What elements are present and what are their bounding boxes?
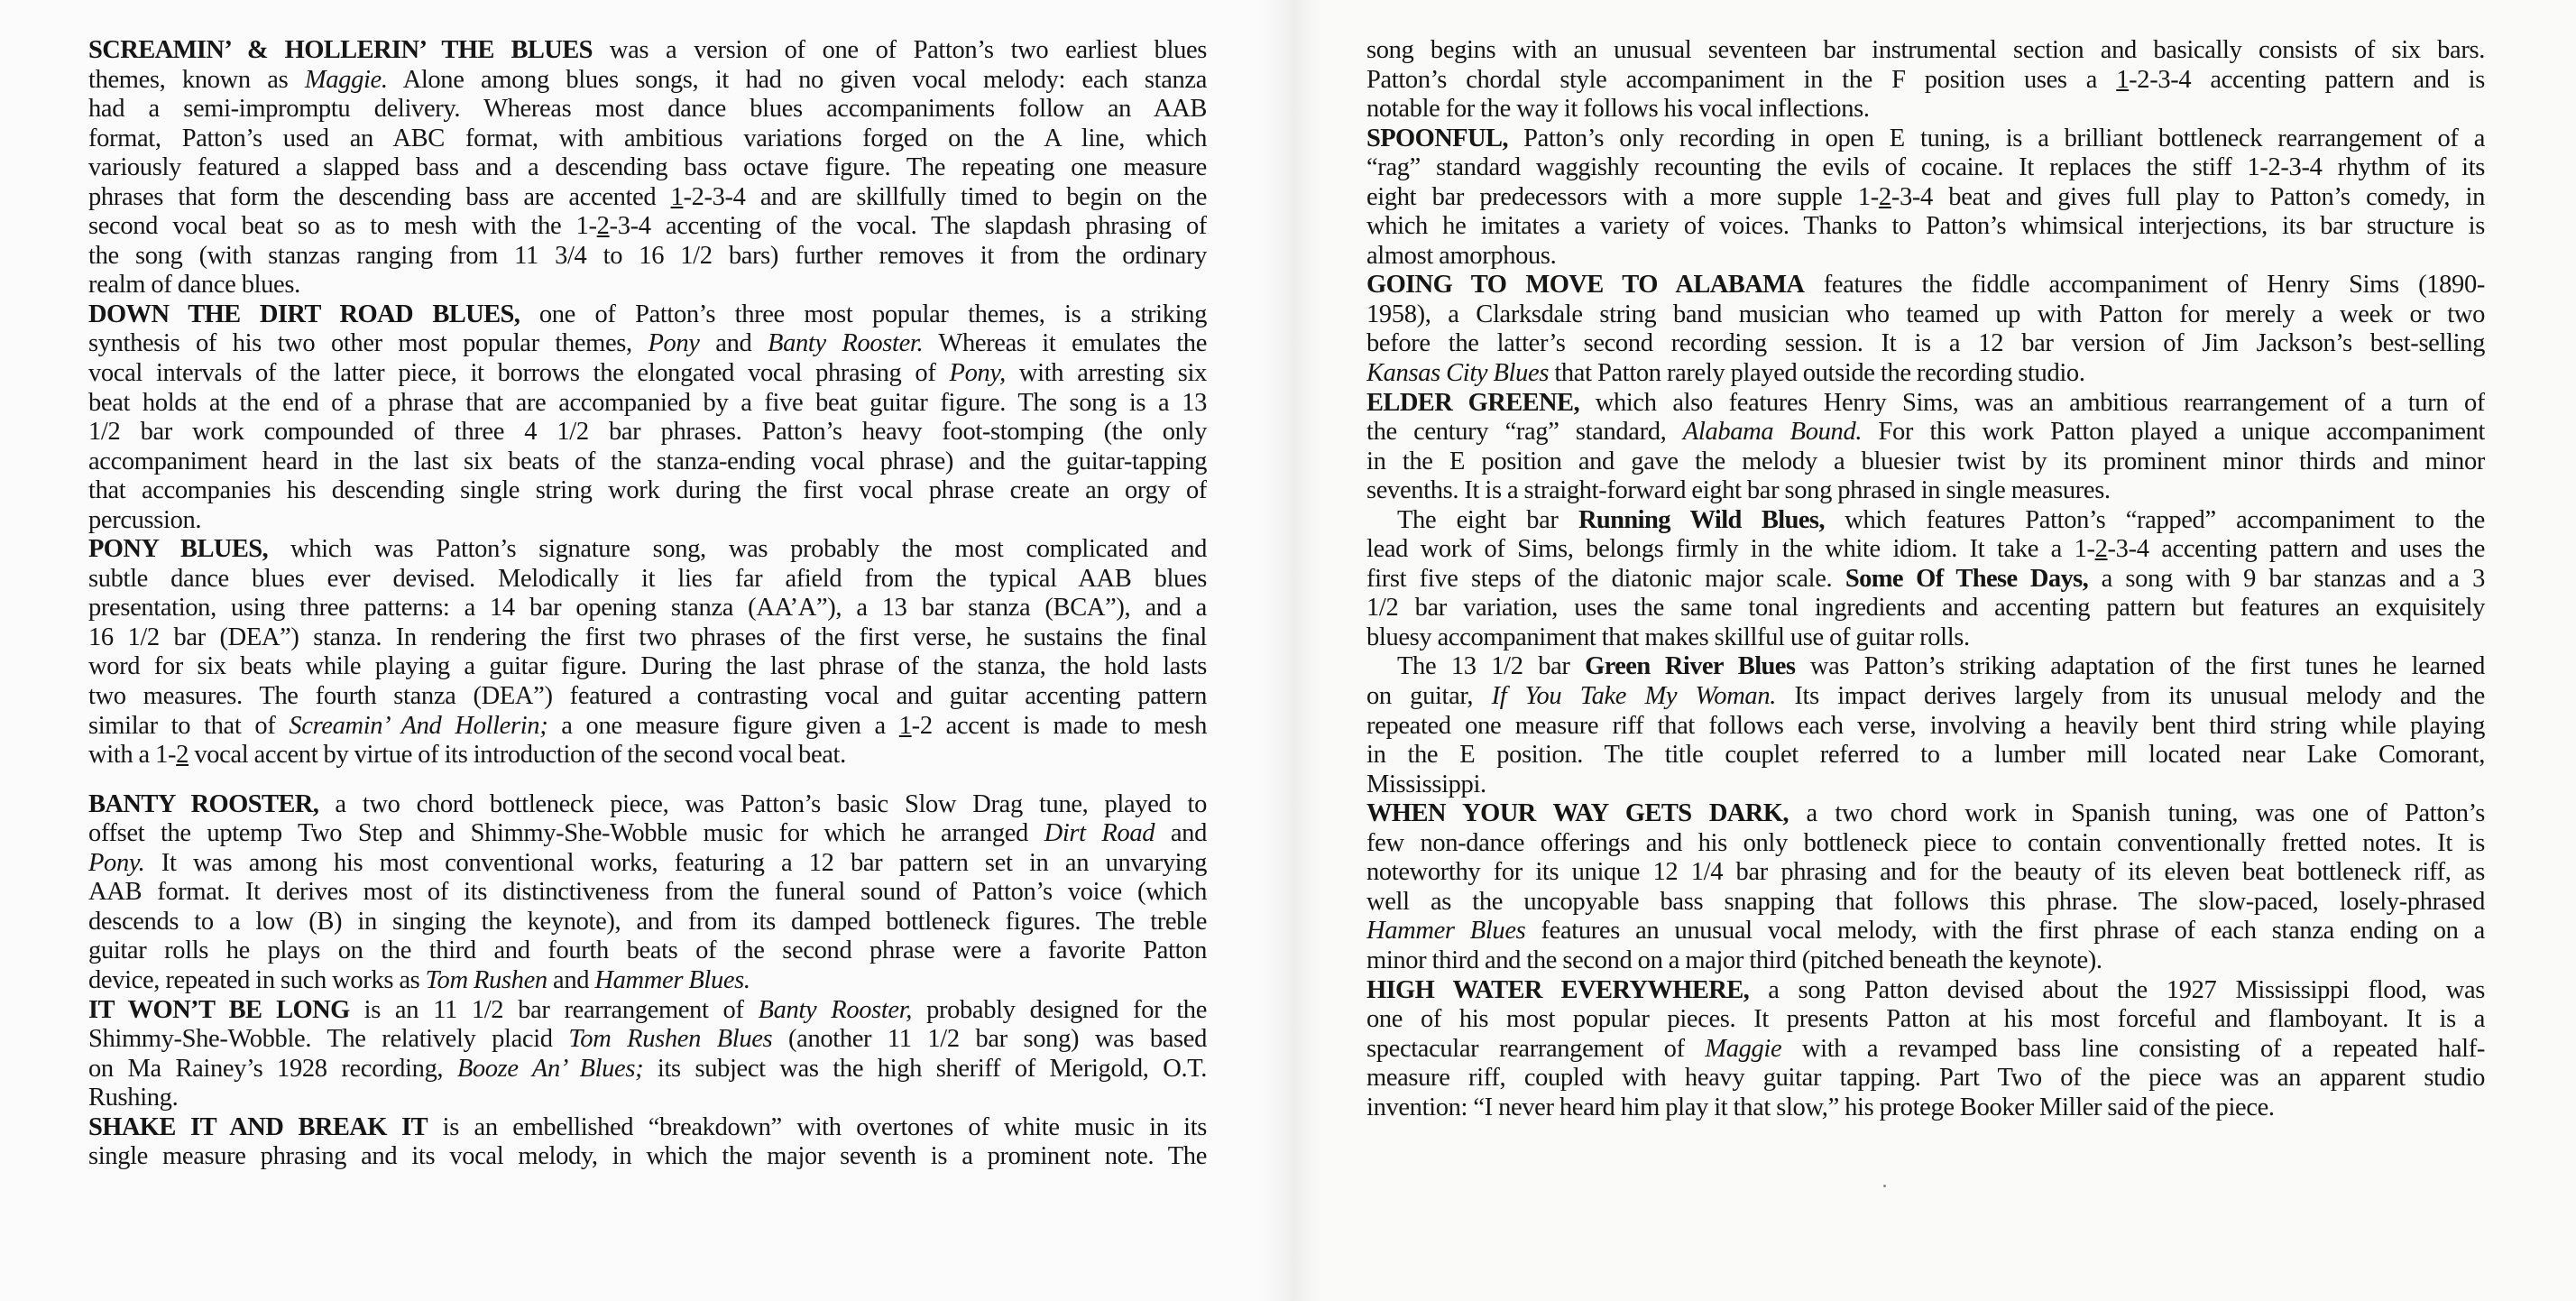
text-line: [88, 937, 1207, 966]
text-line: [1366, 799, 2485, 829]
text-line: [88, 712, 1207, 742]
text-line: [1366, 300, 2485, 330]
text-run: which features Patton’s “rapped” accompaniment to the: [1824, 505, 2485, 534]
text-line: [1366, 271, 2485, 300]
text-run: Its impact derives largely from its unusual melody and the: [1776, 682, 2485, 711]
text-run: a song Patton devised about the 1927 Mississippi flood, was: [1749, 975, 2485, 1004]
text-line: [88, 300, 1207, 330]
text-run: vocal accent by virtue of its introduction of the second vocal beat.: [189, 741, 846, 770]
song-title: IT WON’T BE LONG: [88, 995, 350, 1024]
text-run: format, Patton’s used an ABC format, with ambitious variations forged on the A line, which: [88, 124, 1207, 152]
text-run: minor third and the second on a major third (pitched beneath the keynote).: [1366, 946, 2102, 974]
text-run: song begins with an unusual seventeen bar instrumental section and basically consists of six bars.: [1366, 36, 2485, 64]
text-line: [88, 389, 1207, 419]
text-line: [1366, 594, 2485, 623]
text-run: -3-4 beat and gives full play to Patton’s comedy, in: [1891, 182, 2485, 211]
italic-title: Hammer Blues.: [594, 965, 750, 994]
text-line: [1366, 976, 2485, 1006]
text-run: a two chord bottleneck piece, was Patton’s basic Slow Drag tune, played to: [318, 789, 1207, 818]
text-line: [88, 506, 1207, 536]
accent-mark: 2: [2094, 535, 2108, 564]
text-run: had a semi-impromptu delivery. Whereas most dance blues accompaniments follow an AAB: [88, 95, 1207, 124]
text-line: [1366, 1093, 2485, 1123]
text-run: a song with 9 bar stanzas and a 3: [2088, 564, 2485, 593]
text-run: Rushing.: [88, 1084, 179, 1112]
text-run: in the E position. The title couplet referred to a lumber mill located near Lake Comorant,: [1366, 741, 2485, 770]
accent-mark: 1: [898, 711, 912, 740]
italic-title: Banty Rooster.: [768, 329, 924, 358]
text-line: [88, 1025, 1207, 1055]
text-run: The eight bar: [1397, 505, 1578, 534]
text-run: vocal intervals of the latter piece, it borrows the elongated vocal phrasing of: [88, 359, 950, 388]
left-text-column: [88, 36, 1207, 1172]
song-title: Green River Blues: [1585, 652, 1796, 681]
text-line: [1366, 1064, 2485, 1093]
text-run: first five steps of the diatonic major scale.: [1366, 564, 1845, 593]
text-line: [88, 652, 1207, 682]
text-run: -2-3-4 and are skillfully timed to begin on the: [683, 182, 1207, 211]
text-run: 16 1/2 bar (DEA”) stanza. In rendering the first two phrases of the first verse, he sustains the final: [88, 623, 1207, 651]
song-title: ELDER GREENE,: [1366, 388, 1579, 417]
text-run: probably designed for the: [912, 995, 1207, 1024]
text-run: measure riff, coupled with heavy guitar tapping. Part Two of the piece was an apparent studio: [1366, 1064, 2485, 1093]
text-line: [88, 183, 1207, 213]
text-run: Patton’s chordal style accompaniment in the F position uses a: [1366, 65, 2117, 94]
text-line: [1366, 682, 2485, 712]
text-line: [88, 819, 1207, 849]
text-line: [1366, 858, 2485, 888]
accent-mark: 2: [176, 741, 189, 770]
text-run: synthesis of his two other most popular themes,: [88, 329, 649, 358]
text-line: [1366, 565, 2485, 595]
text-line: [88, 271, 1207, 300]
song-title: SPOONFUL,: [1366, 124, 1508, 152]
text-line: [88, 125, 1207, 154]
text-line: [88, 908, 1207, 937]
text-line: [1366, 623, 2485, 653]
italic-title: Dirt Road: [1044, 819, 1155, 848]
italic-title: Maggie.: [304, 65, 388, 94]
text-run: offset the uptemp Two Step and Shimmy-She-Wobble music for which he arranged: [88, 819, 1044, 848]
song-title: WHEN YOUR WAY GETS DARK,: [1366, 799, 1789, 828]
text-line: [88, 1084, 1207, 1113]
text-run: few non-dance offerings and his only bottleneck piece to contain conventionally fretted notes. It is: [1366, 828, 2485, 857]
text-line: [1366, 418, 2485, 448]
text-run: variously featured a slapped bass and a descending bass octave figure. The repeating one measure: [88, 153, 1207, 182]
text-line: [1366, 712, 2485, 742]
italic-title: Maggie: [1705, 1034, 1782, 1063]
text-run: Patton’s only recording in open E tuning, is a brilliant bottleneck rearrangement of a: [1507, 124, 2485, 152]
text-run: notable for the way it follows his vocal inflections.: [1366, 95, 1870, 124]
italic-title: Pony,: [949, 359, 1006, 388]
text-run: before the latter’s second recording session. It is a 12 bar version of Jim Jackson’s best-selling: [1366, 329, 2485, 358]
text-line: [88, 623, 1207, 653]
text-run: Shimmy-She-Wobble. The relatively placid: [88, 1025, 569, 1054]
text-run: 1/2 bar variation, uses the same tonal ingredients and accenting pattern but features an exquisitely: [1366, 594, 2485, 623]
text-line: [88, 153, 1207, 183]
song-title: Running Wild Blues,: [1578, 505, 1825, 534]
text-run: lead work of Sims, belongs firmly in the white idiom. It take a 1-: [1366, 535, 2095, 564]
song-title: SCREAMIN’ & HOLLERIN’ THE BLUES: [88, 36, 593, 64]
text-run: themes, known as: [88, 65, 305, 94]
text-line: [1366, 212, 2485, 242]
text-line: [88, 476, 1207, 506]
text-line: [88, 878, 1207, 908]
text-line: [88, 565, 1207, 595]
song-title: DOWN THE DIRT ROAD BLUES,: [88, 300, 520, 328]
text-line: [1366, 535, 2485, 565]
text-line: [88, 594, 1207, 623]
text-line: [1366, 829, 2485, 859]
text-run: was a version of one of Patton’s two earliest blues: [609, 36, 1207, 64]
song-title: HIGH WATER EVERYWHERE,: [1366, 975, 1750, 1004]
text-run: The 13 1/2 bar: [1397, 652, 1586, 681]
text-line: [1366, 95, 2485, 125]
text-run: percussion.: [88, 505, 202, 534]
text-run: It was among his most conventional works, featuring a 12 bar pattern set in an unvarying: [144, 848, 1207, 877]
text-line: [88, 242, 1207, 272]
text-line: [88, 418, 1207, 448]
text-run: its subject was the high sheriff of Merigold, O.T.: [643, 1054, 1207, 1083]
text-line: [1366, 946, 2485, 976]
text-run: bluesy accompaniment that makes skillful use of guitar rolls.: [1366, 623, 1970, 651]
text-run: subtle dance blues ever devised. Melodically it lies far afield from the typical AAB blues: [88, 564, 1207, 593]
text-line: [1366, 389, 2485, 419]
text-line: [88, 95, 1207, 125]
text-run: invention: “I never heard him play it that slow,” his protege Booker Miller said of the piece.: [1366, 1093, 2275, 1121]
text-run: second vocal beat so as to mesh with the 1-: [88, 212, 597, 241]
text-run: the song (with stanzas ranging from 11 3/4 to 16 1/2 bars) further removes it from the ordinary: [88, 241, 1207, 270]
song-title: SHAKE IT AND BREAK IT: [88, 1112, 428, 1141]
text-run: one of Patton’s three most popular themes, is a striking: [520, 300, 1207, 328]
text-line: [1366, 242, 2485, 272]
text-run: (another 11 1/2 bar song) was based: [772, 1025, 1207, 1054]
text-run: spectacular rearrangement of: [1366, 1034, 1706, 1063]
text-run: almost amorphous.: [1366, 241, 1557, 270]
text-run: a two chord work in Spanish tuning, was one of Patton’s: [1788, 799, 2485, 828]
text-run: is an embellished “breakdown” with overtones of white music in its: [428, 1112, 1207, 1141]
text-run: the century “rag” standard,: [1366, 418, 1683, 447]
text-run: similar to that of: [88, 711, 290, 740]
text-run: repeated one measure riff that follows each verse, involving a heavily bent third string while playing: [1366, 711, 2485, 740]
text-line: [88, 849, 1207, 879]
text-line: [88, 1055, 1207, 1084]
text-run: a one measure figure given a: [547, 711, 899, 740]
page-gutter-shadow: [1258, 0, 1321, 1301]
text-run: For this work Patton played a unique accompaniment: [1862, 418, 2485, 447]
text-line: [1366, 476, 2485, 506]
text-run: one of his most popular pieces. It presents Patton at his most forceful and flamboyant. It is a: [1366, 1005, 2485, 1034]
text-run: presentation, using three patterns: a 14 bar opening stanza (AA’A”), a 13 bar stanza (BCA”), and a: [88, 594, 1207, 623]
text-run: Alone among blues songs, it had no given vocal melody: each stanza: [387, 65, 1207, 94]
text-run: which also features Henry Sims, was an ambitious rearrangement of a turn of: [1578, 388, 2485, 417]
text-line: [1366, 125, 2485, 154]
italic-title: Kansas City Blues: [1366, 359, 1550, 388]
text-line: [1366, 741, 2485, 770]
text-line: [1366, 1035, 2485, 1065]
song-title: GOING TO MOVE TO ALABAMA: [1366, 271, 1805, 300]
text-line: [1366, 888, 2485, 918]
text-run: accompaniment heard in the last six beats of the stanza-ending vocal phrase) and the guitar-tapping: [88, 447, 1207, 475]
text-run: guitar rolls he plays on the third and fourth beats of the second phrase were a favorite Patton: [88, 937, 1207, 965]
text-line: [88, 36, 1207, 66]
text-line: [88, 1113, 1207, 1143]
text-line: [1366, 183, 2485, 213]
text-run: 1/2 bar work compounded of three 4 1/2 bar phrases. Patton’s heavy foot-stomping (the only: [88, 418, 1207, 447]
text-run: with a 1-: [88, 741, 177, 770]
italic-title: Alabama Bound.: [1682, 418, 1863, 447]
text-run: on guitar,: [1366, 682, 1492, 711]
text-line: [88, 996, 1207, 1026]
text-run: features an unusual vocal melody, with the first phrase of each stanza ending on a: [1525, 917, 2485, 946]
italic-title: Screamin’ And Hollerin;: [289, 711, 548, 740]
text-line: [88, 682, 1207, 712]
italic-title: If You Take My Woman.: [1491, 682, 1776, 711]
text-run: which was Patton’s signature song, was probably the most complicated and: [268, 535, 1207, 564]
italic-title: Banty Rooster,: [758, 995, 913, 1024]
text-run: well as the uncopyable bass snapping that follows this phrase. The slow-paced, losely-phrased: [1366, 887, 2485, 916]
text-run: Mississippi.: [1366, 770, 1486, 798]
text-run: beat holds at the end of a phrase that are accompanied by a five beat guitar figure. The song is a 13: [88, 388, 1207, 417]
text-run: -2-3-4 accenting pattern and is: [2129, 65, 2485, 94]
text-line: [1366, 917, 2485, 946]
text-run: and: [699, 329, 768, 358]
text-run: that Patton rarely played outside the recording studio.: [1549, 359, 2085, 388]
scan-speck: [1883, 1185, 1886, 1187]
text-line: [88, 741, 1207, 770]
text-run: in the E position and gave the melody a bluesier twist by its prominent minor thirds and minor: [1366, 447, 2485, 475]
accent-mark: 2: [1878, 182, 1891, 211]
italic-title: Pony: [648, 329, 700, 358]
text-line: [1366, 1005, 2485, 1035]
song-title: PONY BLUES,: [88, 535, 269, 564]
italic-title: Tom Rushen: [425, 965, 547, 994]
text-run: descends to a low (B) in singing the keynote), and from its damped bottleneck figures. The treble: [88, 907, 1207, 936]
text-line: [88, 329, 1207, 359]
text-line: [1366, 506, 2485, 536]
text-run: sevenths. It is a straight-forward eight bar song phrased in single measures.: [1366, 476, 2111, 505]
italic-title: Booze An’ Blues;: [456, 1054, 644, 1083]
text-run: -3-4 accenting pattern and uses the: [2107, 535, 2485, 564]
text-run: features the fiddle accompaniment of Henry Sims (1890-: [1804, 271, 2485, 300]
text-run: two measures. The fourth stanza (DEA”) featured a contrasting vocal and guitar accenting pattern: [88, 682, 1207, 711]
text-line: [88, 448, 1207, 477]
text-run: device, repeated in such works as: [88, 965, 426, 994]
text-run: noteworthy for its unique 12 1/4 bar phrasing and for the beauty of its eleven beat bottleneck riff, as: [1366, 858, 2485, 887]
text-line: [88, 790, 1207, 820]
text-run: -2 accent is made to mesh: [911, 711, 1207, 740]
italic-title: Tom Rushen Blues: [568, 1025, 773, 1054]
text-line: [88, 66, 1207, 96]
italic-title: Pony.: [88, 848, 145, 877]
text-run: and: [547, 965, 595, 994]
accent-mark: 2: [596, 212, 610, 241]
text-run: which he imitates a variety of voices. Thanks to Patton’s whimsical interjections, its bar structure is: [1366, 212, 2485, 241]
text-line: [1366, 66, 2485, 96]
text-run: phrases that form the descending bass are accented: [88, 182, 671, 211]
text-run: with arresting six: [1005, 359, 1207, 388]
text-run: realm of dance blues.: [88, 271, 300, 300]
text-run: with a revamped bass line consisting of a repeated half-: [1781, 1034, 2485, 1063]
text-line: [1366, 770, 2485, 800]
paragraph-gap: [88, 770, 1207, 790]
text-run: single measure phrasing and its vocal melody, in which the major seventh is a prominent note. The: [88, 1142, 1207, 1171]
text-line: [88, 359, 1207, 389]
text-run: was Patton’s striking adaptation of the first tunes he learned: [1795, 652, 2485, 681]
text-line: [1366, 448, 2485, 477]
text-line: [1366, 36, 2485, 66]
text-line: [1366, 153, 2485, 183]
text-run: word for six beats while playing a guitar figure. During the last phrase of the stanza, the hold lasts: [88, 652, 1207, 681]
text-run: and: [1155, 819, 1207, 848]
text-run: Whereas it emulates the: [923, 329, 1207, 358]
text-run: -3-4 accenting of the vocal. The slapdash phrasing of: [609, 212, 1207, 241]
text-run: is an 11 1/2 bar rearrangement of: [349, 995, 759, 1024]
text-run: “rag” standard waggishly recounting the evils of cocaine. It replaces the stiff 1-2-3-4 rhythm of its: [1366, 153, 2485, 182]
text-run: 1958), a Clarksdale string band musician who teamed up with Patton for merely a week or two: [1366, 300, 2485, 328]
song-title: Some Of These Days,: [1845, 564, 2089, 593]
text-run: eight bar predecessors with a more supple 1-: [1366, 182, 1879, 211]
text-line: [88, 535, 1207, 565]
text-line: [1366, 652, 2485, 682]
text-line: [1366, 359, 2485, 389]
text-run: on Ma Rainey’s 1928 recording,: [88, 1054, 457, 1083]
text-line: [1366, 329, 2485, 359]
accent-mark: 1: [2116, 65, 2130, 94]
text-run: AAB format. It derives most of its distinctiveness from the funeral sound of Patton’s voice (which: [88, 878, 1207, 907]
text-line: [88, 1142, 1207, 1172]
song-title: BANTY ROOSTER,: [88, 789, 319, 818]
italic-title: Hammer Blues: [1366, 917, 1526, 946]
right-text-column: [1366, 36, 2485, 1122]
text-run: that accompanies his descending single string work during the first vocal phrase create an orgy of: [88, 476, 1207, 505]
text-line: [88, 966, 1207, 996]
text-line: [88, 212, 1207, 242]
accent-mark: 1: [670, 182, 684, 211]
